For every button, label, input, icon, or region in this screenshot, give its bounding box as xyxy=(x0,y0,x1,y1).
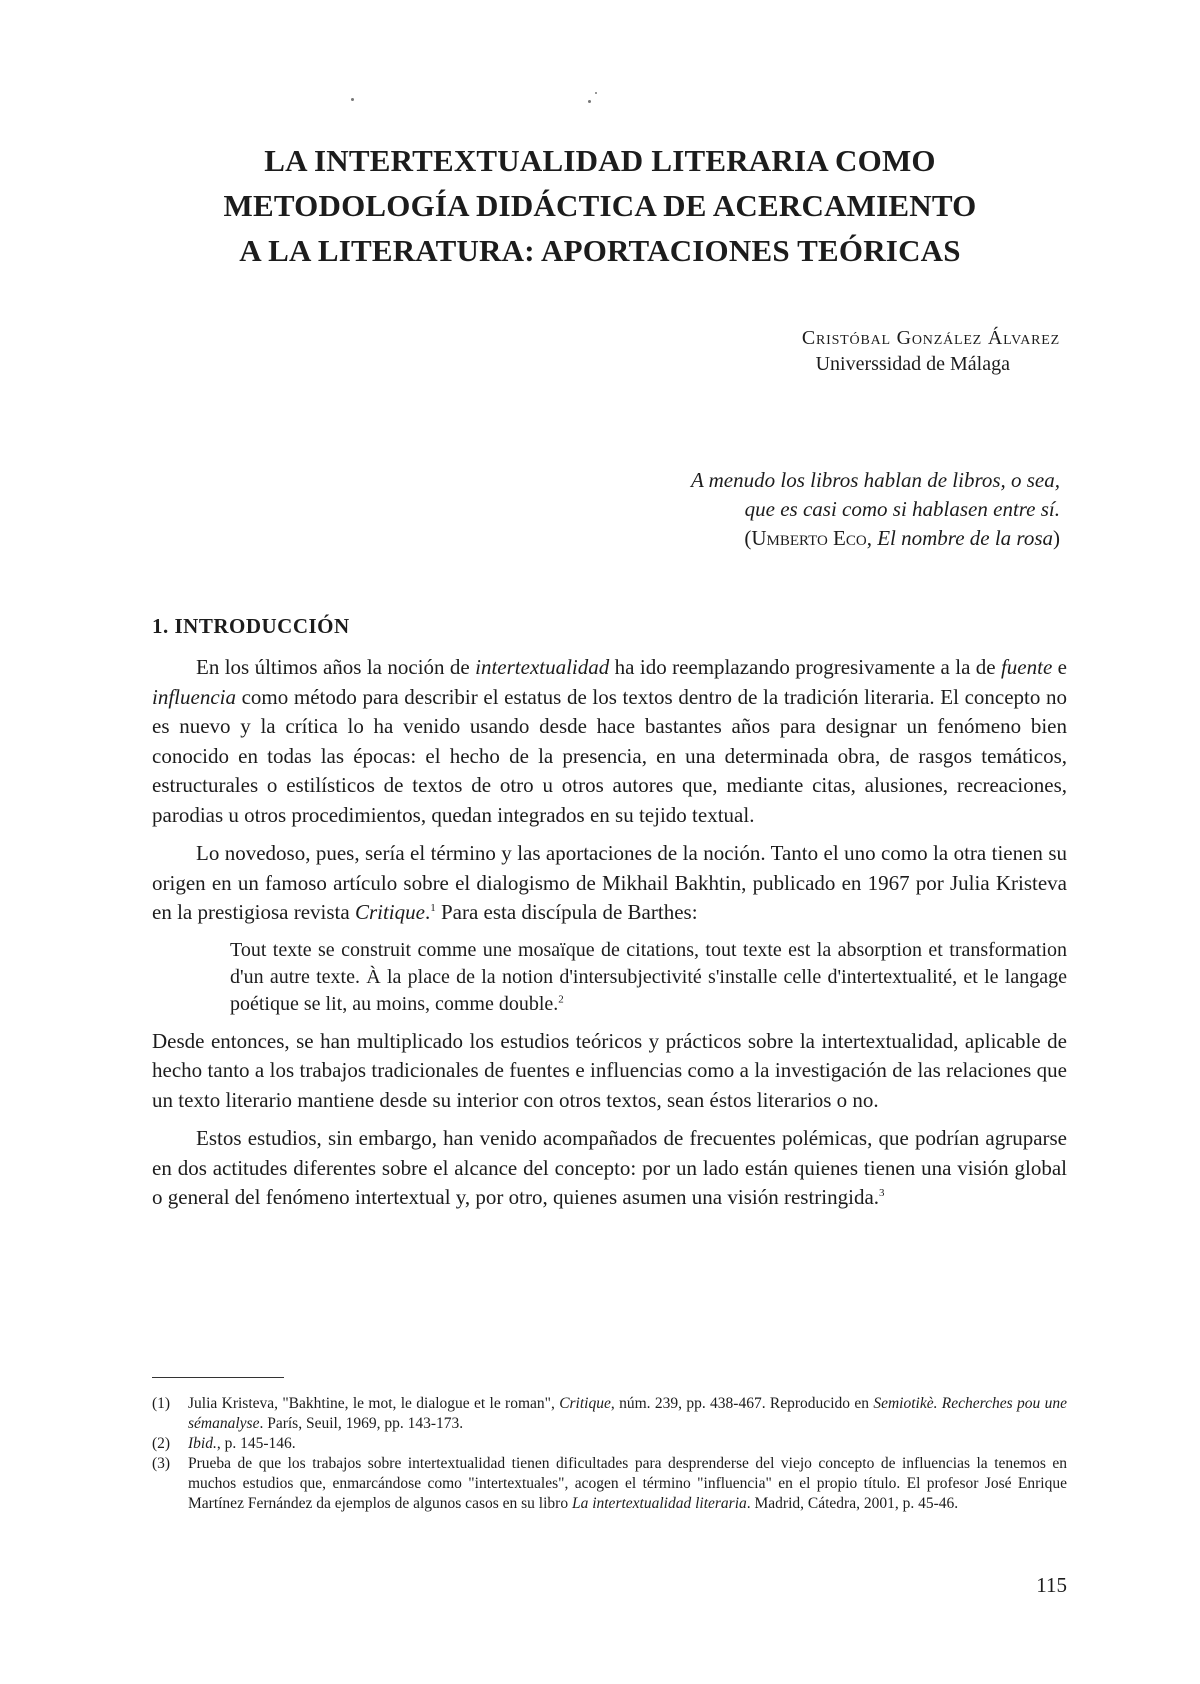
footnote-text xyxy=(188,1454,1067,1514)
paragraph-1 xyxy=(152,653,1067,830)
p1-term-fuente: fuente xyxy=(1000,655,1053,679)
p1-text-e: e xyxy=(1052,655,1067,679)
p2-text-c: . xyxy=(424,900,431,924)
epigraph xyxy=(691,466,1060,553)
epigraph-attribution xyxy=(691,524,1060,553)
scan-speck xyxy=(351,98,354,101)
fn2-ibid: Ibid. xyxy=(188,1435,217,1452)
scan-specks xyxy=(0,92,1200,112)
p1-text-a: En los últimos años la noción de xyxy=(196,655,476,679)
section-heading: 1. INTRODUCCIÓN xyxy=(152,614,350,638)
footnote-ref-1[interactable]: 1 xyxy=(430,902,436,914)
footnote-number: (2) xyxy=(152,1435,171,1452)
paragraph-3: Desde entonces, se han multiplicado los estudios teóricos y prácticos sobre la intertextualidad, aplicable de hecho tanto a los trabajos tradicionales de fuentes e influencias como a la investigación de las relaciones que un texto literario mantiene desde su interior con otros textos, sean éstos literarios o no. xyxy=(152,1028,1067,1112)
fn1-critique: Critique xyxy=(559,1395,611,1412)
quote-text: Tout texte se construit comme une mosaïque de citations, tout texte est la absorption et transformation d'un autre texte. À la place de la notion d'intersubjectivité s'installe celle d'intertextualité, et le langage poétique se lit, au moins, comme double. xyxy=(230,938,1067,1015)
epigraph-line-2: que es casi como si hablasen entre sí. xyxy=(744,497,1060,521)
page-number: 115 xyxy=(1036,1573,1067,1597)
p1-text-c: ha ido reemplazando progresivamente a la de xyxy=(609,655,1001,679)
epigraph-line-1: A menudo los libros hablan de libros, o sea, xyxy=(690,468,1060,492)
paragraph-2 xyxy=(152,839,1067,928)
p4-text: Estos estudios, sin embargo, han venido acompañados de frecuentes polémicas, que podrían agruparse en dos actitudes diferentes sobre el alcance del concepto: por un lado están quienes tienen una visión global o general del fenómeno intertextual y, por otro, quienes asumen una visión restringida. xyxy=(152,1126,1067,1209)
p2-text-a: Lo novedoso, pues, sería el término y las aportaciones de la noción. Tanto el uno como la otra tienen su origen en un famoso artículo sobre el dialogismo de Mikhail Bakhtin, publicado en 1967 por Julia Kristeva en la prestigiosa revista xyxy=(152,841,1067,924)
fn1-text-a: Julia Kristeva, "Bakhtine, le mot, le dialogue et le roman", xyxy=(188,1395,560,1412)
title-line-1: LA INTERTEXTUALIDAD LITERARIA COMO xyxy=(264,143,936,178)
article-title xyxy=(150,138,1050,273)
title-line-2: METODOLOGÍA DIDÁCTICA DE ACERCAMIENTO xyxy=(223,188,977,223)
author-name: Cristóbal González Álvarez xyxy=(801,327,1060,349)
fn1-text-c: , núm. 239, pp. 438-467. Reproducido en xyxy=(610,1395,874,1412)
attribution-close: ) xyxy=(1053,526,1060,550)
paragraph-4 xyxy=(152,1124,1067,1213)
footnotes xyxy=(152,1394,1067,1514)
block-quote xyxy=(230,937,1067,1018)
footnote-ref-2[interactable]: 2 xyxy=(558,992,564,1005)
p2-journal-critique: Critique xyxy=(354,900,425,924)
fn2-text-b: , p. 145-146. xyxy=(216,1435,296,1452)
attribution-open: ( xyxy=(744,526,752,550)
footnote-2 xyxy=(152,1434,1067,1454)
p1-text-g: como método para describir el estatus de los textos dentro de la tradición literaria. El concepto no es nuevo y la crítica lo ha venido usando desde hace bastantes años para designar un fenómeno bien conocido en todas las épocas: el hecho de la presencia, en una determinada obra, de rasgos temáticos, estructurales o estilísticos de textos de otro u otros autores que, mediante citas, alusiones, recreaciones, parodias u otros procedimientos, quedan integrados en su tejido textual. xyxy=(152,684,1067,827)
footnote-ref-3[interactable]: 3 xyxy=(879,1187,885,1199)
attribution-sep: , xyxy=(866,526,878,550)
p1-term-influencia: influencia xyxy=(152,684,236,709)
scan-speck xyxy=(595,92,597,94)
footnote-3 xyxy=(152,1454,1067,1514)
attribution-work: El nombre de la rosa xyxy=(877,526,1053,550)
p2-text-d: Para esta discípula de Barthes: xyxy=(435,900,698,924)
footnote-number: (1) xyxy=(152,1395,171,1412)
fn3-text-a: Prueba de que los trabajos sobre intertextualidad tienen dificultades para desprenderse del viejo concepto de influencias la tenemos en muchos estudios que, enmarcándose como "intertextuales", acogen el término "influencia" en el propio título. El profesor José Enrique Martínez Fernández da ejemplos de algunos casos en su libro xyxy=(188,1455,1067,1512)
fn1-text-e: . París, Seuil, 1969, pp. 143-173. xyxy=(259,1415,464,1432)
fn3-book-title: La intertextualidad literaria xyxy=(571,1495,747,1512)
fn1-semiotike: Semiotikè. Recherches pou une sémanalyse xyxy=(188,1395,1067,1432)
footnote-text xyxy=(188,1434,1067,1454)
attribution-author: Umberto Eco xyxy=(751,526,867,550)
footnote-text xyxy=(188,1394,1067,1434)
author-affiliation: Universsidad de Málaga xyxy=(815,353,1010,375)
body-text xyxy=(152,653,1067,1222)
p1-term-intertextualidad: intertextualidad xyxy=(475,655,610,679)
footnote-number: (3) xyxy=(152,1455,171,1472)
author-block xyxy=(802,325,1060,377)
fn3-text-c: . Madrid, Cátedra, 2001, p. 45-46. xyxy=(746,1495,959,1512)
footnote-divider xyxy=(152,1377,284,1378)
scan-speck xyxy=(588,100,591,103)
title-line-3: A LA LITERATURA: APORTACIONES TEÓRICAS xyxy=(239,233,961,268)
footnote-1 xyxy=(152,1394,1067,1434)
